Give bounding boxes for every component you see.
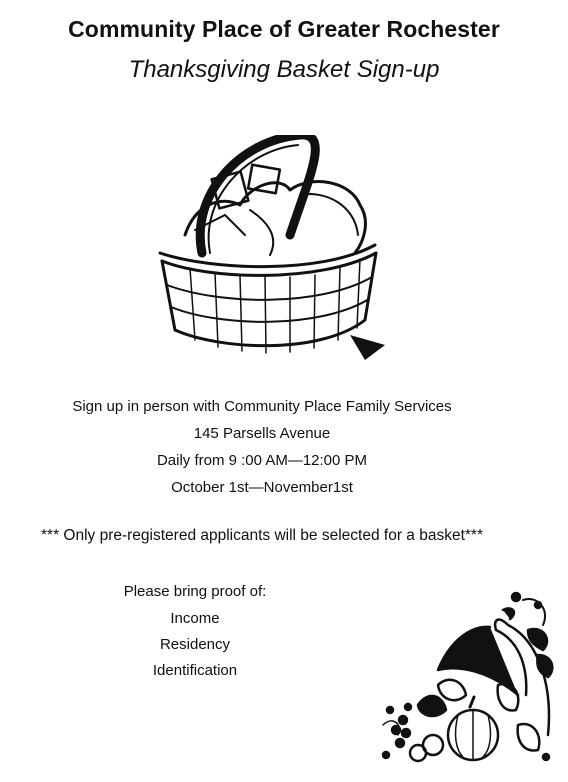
proof-item-identification: Identification [152, 662, 238, 679]
preregistration-notice: *** Only pre-registered applicants will be selected for a basket*** [41, 527, 483, 544]
signup-instruction: Sign up in person with Community Place Family Services [72, 398, 452, 415]
cornucopia-icon [378, 585, 558, 770]
signup-address: 145 Parsells Avenue [193, 425, 331, 442]
basket-icon [150, 135, 390, 365]
organization-title: Community Place of Greater Rochester [68, 16, 500, 42]
signup-dates: October 1st—November1st [171, 479, 353, 496]
signup-hours: Daily from 9 :00 AM—12:00 PM [156, 452, 368, 469]
proof-item-income: Income [170, 610, 220, 627]
proof-heading: Please bring proof of: [123, 583, 267, 600]
event-title: Thanksgiving Basket Sign-up [128, 56, 440, 83]
proof-item-residency: Residency [159, 636, 231, 653]
